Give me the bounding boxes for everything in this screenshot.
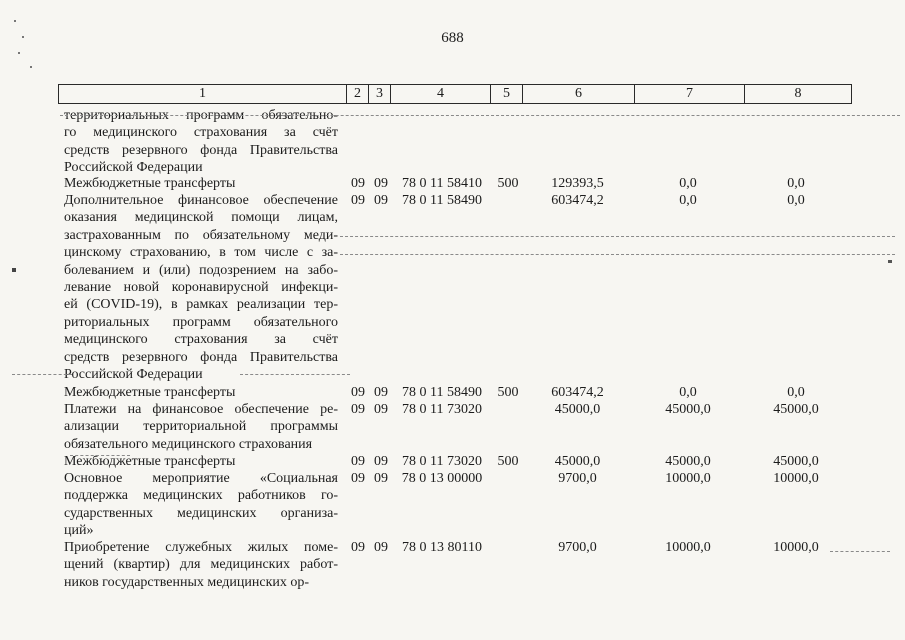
cell-col-7: 10000,0 — [665, 471, 711, 486]
cell-col-3: 09 — [374, 471, 388, 486]
description-line: ей (COVID-19), в рамках реализации тер- — [64, 297, 338, 313]
cell-description — [64, 539, 338, 591]
description-line: левание новой коронавирусной инфекци- — [64, 280, 338, 296]
description-line: риториальных программ обязательного — [64, 314, 338, 330]
cell-description — [64, 192, 338, 383]
cell-col-3: 09 — [374, 385, 388, 400]
cell-description — [64, 470, 338, 540]
description-line: щений (квартир) для медицинских работ- — [64, 557, 338, 573]
scan-artifact-line — [12, 374, 72, 375]
description-line: Межбюджетные трансферты — [64, 385, 236, 400]
cell-col-2: 09 — [351, 385, 365, 400]
cell-col-4: 78 0 13 00000 — [401, 471, 483, 486]
cell-col-7: 45000,0 — [665, 454, 711, 469]
description-line: Межбюджетные трансферты — [64, 454, 236, 469]
header-col-2: 2 — [347, 85, 369, 103]
description-line: Дополнительное финансовое обеспечение — [64, 193, 338, 208]
description-line: ций» — [64, 523, 94, 539]
cell-col-3: 09 — [374, 540, 388, 555]
cell-col-5: 500 — [497, 176, 519, 191]
cell-col-6: 603474,2 — [551, 385, 604, 400]
cell-col-2: 09 — [351, 454, 365, 469]
description-line: го медицинского страхования за счёт — [64, 125, 338, 141]
scan-artifact-dot — [18, 52, 20, 54]
cell-col-8: 10000,0 — [773, 471, 819, 486]
header-col-5: 5 — [491, 85, 523, 103]
cell-col-3: 09 — [374, 193, 388, 208]
page-number: 688 — [441, 30, 464, 46]
cell-col-8: 45000,0 — [773, 454, 819, 469]
description-line: оказания медицинской помощи лицам, — [64, 210, 338, 226]
cell-col-2: 09 — [351, 176, 365, 191]
scan-artifact-dot — [14, 20, 16, 22]
description-line: средств резервного фонда Правительства — [64, 142, 338, 158]
cell-col-6: 45000,0 — [554, 402, 601, 417]
cell-col-8: 10000,0 — [773, 540, 819, 555]
cell-col-4: 78 0 11 58490 — [402, 385, 482, 400]
description-line: обязательного медицинского страхования — [64, 436, 313, 452]
cell-col-7: 10000,0 — [665, 540, 711, 555]
cell-col-8: 45000,0 — [773, 402, 819, 417]
header-col-8: 8 — [794, 86, 802, 101]
cell-col-7: 0,0 — [679, 193, 697, 208]
description-line: Платежи на финансовое обеспечение ре- — [64, 402, 338, 417]
cell-col-6: 9700,0 — [558, 471, 597, 486]
cell-col-6: 45000,0 — [554, 454, 601, 469]
cell-col-4: 78 0 11 73020 — [402, 402, 482, 417]
description-line: территориальных программ обязательно- — [64, 108, 338, 123]
description-line: медицинского страхования за счёт — [64, 332, 338, 348]
cell-col-2: 09 — [351, 193, 365, 208]
cell-col-2: 09 — [351, 540, 365, 555]
description-line: ников государственных медицинских ор- — [64, 574, 310, 590]
cell-col-7: 0,0 — [679, 176, 697, 191]
cell-col-5: 500 — [497, 454, 519, 469]
description-line: Российской Федерации — [64, 160, 203, 176]
description-line: Основное мероприятие «Социальная — [64, 471, 338, 486]
description-line: Приобретение служебных жилых поме- — [64, 540, 338, 555]
cell-description — [64, 384, 338, 401]
header-col-6: 6 — [523, 85, 635, 103]
cell-col-8: 0,0 — [787, 385, 805, 400]
cell-col-3: 09 — [374, 454, 388, 469]
scan-artifact-line — [830, 551, 890, 552]
description-line: ализации территориальной программы — [64, 419, 338, 435]
description-line: Российской Федерации — [64, 367, 203, 383]
scan-artifact-dot — [12, 268, 16, 272]
description-line: Межбюджетные трансферты — [64, 176, 236, 191]
header-col-7: 7 — [635, 85, 745, 103]
cell-col-2: 09 — [351, 402, 365, 417]
scan-artifact-line — [60, 115, 900, 116]
cell-col-4: 78 0 11 58410 — [402, 176, 482, 191]
cell-col-6: 603474,2 — [551, 193, 604, 208]
header-col-4: 4 — [391, 85, 491, 103]
header-col-3: 3 — [369, 85, 391, 103]
cell-description — [64, 401, 338, 453]
cell-col-3: 09 — [374, 402, 388, 417]
cell-col-8: 0,0 — [787, 176, 805, 191]
cell-col-4: 78 0 11 58490 — [402, 193, 482, 208]
cell-col-6: 9700,0 — [558, 540, 597, 555]
scan-artifact-line — [340, 236, 895, 237]
scan-artifact-line — [70, 455, 130, 456]
cell-col-7: 45000,0 — [665, 402, 711, 417]
cell-description — [64, 107, 338, 177]
scan-artifact-dot — [888, 260, 892, 263]
scan-artifact-line — [340, 254, 895, 255]
scan-artifact-line — [240, 374, 350, 375]
description-line: цинскому страхованию, в том числе с за- — [64, 245, 338, 261]
table-header-row — [58, 84, 852, 104]
cell-col-6: 129393,5 — [551, 176, 604, 191]
cell-col-7: 0,0 — [679, 385, 697, 400]
description-line: застрахованным по обязательному меди- — [64, 227, 338, 243]
cell-col-2: 09 — [351, 471, 365, 486]
cell-col-8: 0,0 — [787, 193, 805, 208]
cell-col-4: 78 0 13 80110 — [402, 540, 482, 555]
description-line: средств резервного фонда Правительства — [64, 349, 338, 365]
description-line: поддержка медицинских работников го- — [64, 488, 338, 504]
cell-col-4: 78 0 11 73020 — [402, 454, 482, 469]
scan-artifact-dot — [22, 36, 24, 38]
header-col-1: 1 — [59, 85, 347, 103]
scan-artifact-dot — [30, 66, 32, 68]
description-line: болеванием и (или) подозрением на забо- — [64, 262, 338, 278]
cell-col-3: 09 — [374, 176, 388, 191]
cell-col-5: 500 — [497, 385, 519, 400]
cell-description — [64, 175, 338, 192]
description-line: сударственных медицинских организа- — [64, 505, 338, 521]
